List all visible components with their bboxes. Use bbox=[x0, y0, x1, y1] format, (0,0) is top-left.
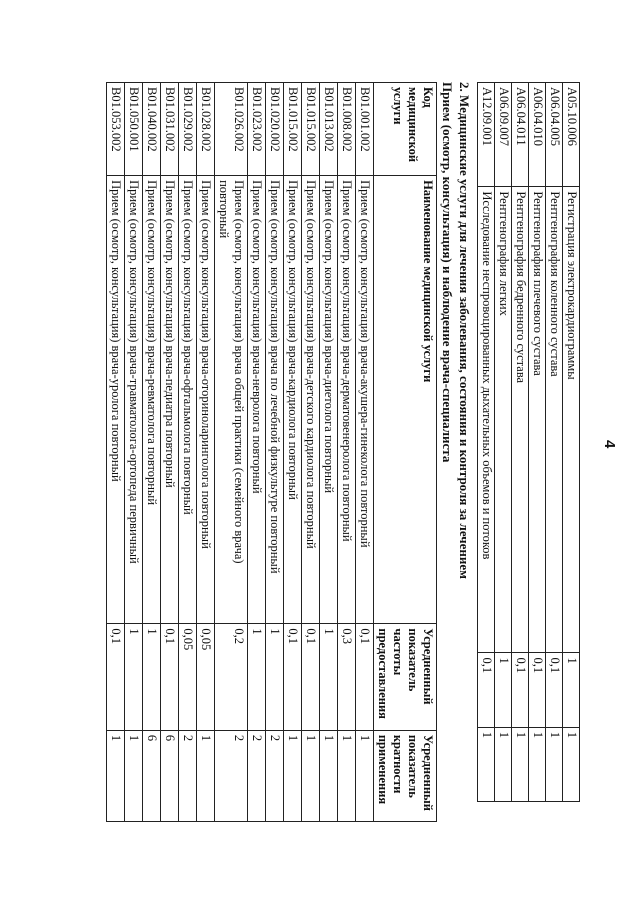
cell-multiplicity: 1 bbox=[546, 727, 563, 801]
cell-frequency: 0,1 bbox=[284, 624, 302, 730]
cell-frequency: 1 bbox=[143, 624, 161, 730]
cell-code: A05.10.006 bbox=[563, 83, 580, 187]
header-frequency: Усредненный показатель частоты предоставления bbox=[374, 624, 437, 730]
cell-frequency: 0,1 bbox=[512, 653, 529, 727]
cell-name: Прием (осмотр, консультация) врача-детского кардиолога повторный bbox=[302, 176, 320, 624]
subsection-title: Прием (осмотр, консультация) и наблюдение врача-специалиста bbox=[440, 82, 455, 463]
table-header-row bbox=[374, 83, 437, 822]
table-row bbox=[302, 83, 320, 822]
cell-frequency: 0,1 bbox=[478, 653, 495, 727]
header-name: Наименование медицинской услуги bbox=[374, 176, 437, 624]
cell-multiplicity: 1 bbox=[197, 730, 215, 821]
cell-code: B01.008.002 bbox=[338, 83, 356, 176]
cell-multiplicity: 2 bbox=[248, 730, 266, 821]
cell-name: Рентгенография бедренного сустава bbox=[512, 187, 529, 653]
table-row bbox=[125, 83, 143, 822]
cell-code: B01.031.002 bbox=[161, 83, 179, 176]
cell-name: Прием (осмотр, консультация) врача-дерматовенеролога повторный bbox=[338, 176, 356, 624]
cell-code: A06.04.010 bbox=[529, 83, 546, 187]
table-row bbox=[248, 83, 266, 822]
section-title: 2. Медицинские услуги для лечения заболевания, состояния и контроля за лечением bbox=[457, 82, 472, 580]
cell-multiplicity: 1 bbox=[356, 730, 374, 821]
cell-multiplicity: 1 bbox=[284, 730, 302, 821]
cell-name: Прием (осмотр, консультация) врача-кардиолога повторный bbox=[284, 176, 302, 624]
cell-frequency: 0,1 bbox=[302, 624, 320, 730]
table-row bbox=[478, 83, 495, 802]
cell-name: Прием (осмотр, консультация) врача-оториноларинголога повторный bbox=[197, 176, 215, 624]
table-row bbox=[512, 83, 529, 802]
table-row bbox=[529, 83, 546, 802]
table-row bbox=[179, 83, 197, 822]
cell-frequency: 0,1 bbox=[356, 624, 374, 730]
diagnostics-table-body bbox=[478, 83, 580, 802]
cell-multiplicity: 1 bbox=[563, 727, 580, 801]
cell-frequency: 0,05 bbox=[197, 624, 215, 730]
table-row bbox=[161, 83, 179, 822]
cell-name: Прием (осмотр, консультация) врача общей практики (семейного врача) повторный bbox=[215, 176, 248, 624]
consultations-table-body bbox=[107, 83, 374, 822]
table-row bbox=[143, 83, 161, 822]
cell-frequency: 1 bbox=[563, 653, 580, 727]
cell-multiplicity: 6 bbox=[143, 730, 161, 821]
cell-name: Прием (осмотр, консультация) врача-диетолога повторный bbox=[320, 176, 338, 624]
table-row bbox=[197, 83, 215, 822]
table-row bbox=[107, 83, 125, 822]
cell-code: A06.04.005 bbox=[546, 83, 563, 187]
cell-code: B01.023.002 bbox=[248, 83, 266, 176]
cell-multiplicity: 1 bbox=[495, 727, 512, 801]
cell-frequency: 0,05 bbox=[179, 624, 197, 730]
table-row bbox=[356, 83, 374, 822]
table-row bbox=[546, 83, 563, 802]
cell-code: B01.026.002 bbox=[215, 83, 248, 176]
cell-name: Прием (осмотр, консультация) врача-офтальмолога повторный bbox=[179, 176, 197, 624]
cell-code: B01.013.002 bbox=[320, 83, 338, 176]
cell-name: Рентгенография легких bbox=[495, 187, 512, 653]
header-code: Код медицинской услуги bbox=[374, 83, 437, 176]
cell-code: B01.015.002 bbox=[302, 83, 320, 176]
cell-code: A12.09.001 bbox=[478, 83, 495, 187]
consultations-table bbox=[106, 82, 437, 822]
cell-frequency: 1 bbox=[248, 624, 266, 730]
table-row bbox=[563, 83, 580, 802]
cell-name: Прием (осмотр, консультация) врача-уролога повторный bbox=[107, 176, 125, 624]
cell-name: Прием (осмотр, консультация) врача-педиатра повторный bbox=[161, 176, 179, 624]
cell-code: B01.028.002 bbox=[197, 83, 215, 176]
cell-multiplicity: 2 bbox=[179, 730, 197, 821]
cell-code: B01.053.002 bbox=[107, 83, 125, 176]
cell-name: Рентгенография коленного сустава bbox=[546, 187, 563, 653]
table-row bbox=[495, 83, 512, 802]
cell-multiplicity: 1 bbox=[512, 727, 529, 801]
cell-multiplicity: 6 bbox=[161, 730, 179, 821]
cell-name: Прием (осмотр, консультация) врача по лечебной физкультуре повторный bbox=[266, 176, 284, 624]
cell-multiplicity: 2 bbox=[215, 730, 248, 821]
page-number: 4 bbox=[601, 440, 618, 449]
cell-frequency: 1 bbox=[266, 624, 284, 730]
cell-code: B01.050.001 bbox=[125, 83, 143, 176]
table-row bbox=[338, 83, 356, 822]
cell-frequency: 0,3 bbox=[338, 624, 356, 730]
cell-multiplicity: 1 bbox=[302, 730, 320, 821]
cell-frequency: 0,2 bbox=[215, 624, 248, 730]
table-row bbox=[215, 83, 248, 822]
cell-frequency: 1 bbox=[125, 624, 143, 730]
cell-multiplicity: 1 bbox=[338, 730, 356, 821]
cell-code: B01.015.002 bbox=[284, 83, 302, 176]
cell-name: Исследование неспровоцированных дыхательных объемов и потоков bbox=[478, 187, 495, 653]
cell-name: Прием (осмотр, консультация) врача-невролога повторный bbox=[248, 176, 266, 624]
cell-frequency: 0,1 bbox=[107, 624, 125, 730]
cell-code: B01.029.002 bbox=[179, 83, 197, 176]
cell-code: A06.04.011 bbox=[512, 83, 529, 187]
cell-name: Прием (осмотр, консультация) врача-ревматолога повторный bbox=[143, 176, 161, 624]
table-row bbox=[284, 83, 302, 822]
cell-name: Прием (осмотр, консультация) врача-травматолога-ортопеда первичный bbox=[125, 176, 143, 624]
cell-frequency: 1 bbox=[320, 624, 338, 730]
diagnostics-table bbox=[477, 82, 580, 802]
cell-frequency: 1 bbox=[495, 653, 512, 727]
cell-frequency: 0,1 bbox=[161, 624, 179, 730]
cell-code: A06.09.007 bbox=[495, 83, 512, 187]
cell-multiplicity: 1 bbox=[125, 730, 143, 821]
table-row bbox=[266, 83, 284, 822]
cell-multiplicity: 1 bbox=[107, 730, 125, 821]
cell-multiplicity: 1 bbox=[529, 727, 546, 801]
header-multiplicity: Усредненный показатель кратности применения bbox=[374, 730, 437, 821]
cell-code: B01.040.002 bbox=[143, 83, 161, 176]
cell-frequency: 0,1 bbox=[546, 653, 563, 727]
cell-multiplicity: 1 bbox=[320, 730, 338, 821]
cell-name: Регистрация электрокардиограммы bbox=[563, 187, 580, 653]
cell-code: B01.020.002 bbox=[266, 83, 284, 176]
cell-name: Прием (осмотр, консультация) врача-акушера-гинеколога повторный bbox=[356, 176, 374, 624]
table-row bbox=[320, 83, 338, 822]
cell-frequency: 0,1 bbox=[529, 653, 546, 727]
cell-name: Рентгенография плечевого сустава bbox=[529, 187, 546, 653]
cell-multiplicity: 2 bbox=[266, 730, 284, 821]
cell-multiplicity: 1 bbox=[478, 727, 495, 801]
cell-code: B01.001.002 bbox=[356, 83, 374, 176]
